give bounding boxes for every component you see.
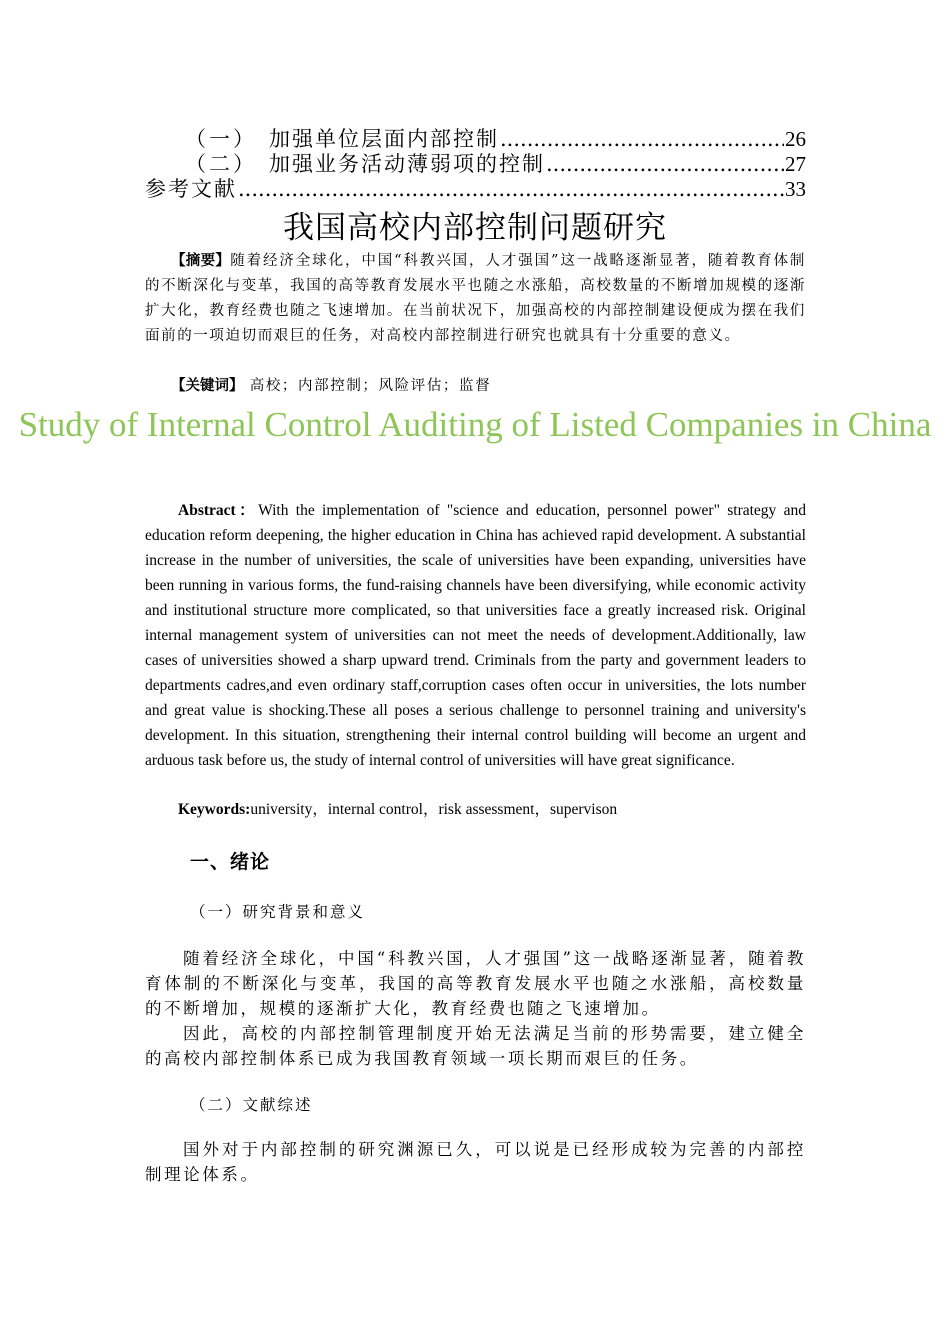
paragraph: 因此，高校的内部控制管理制度开始无法满足当前的形势需要，建立健全的高校内部控制体系已成为我国教育领域一项长期而艰巨的任务。 — [145, 1024, 806, 1068]
keywords-text: university，internal control，risk assessment，supervison — [250, 801, 618, 818]
toc-entry-number: （二） — [185, 152, 257, 176]
toc-leader-dots — [238, 177, 784, 201]
toc-entry-page: 26 — [785, 127, 806, 151]
chinese-abstract — [145, 249, 806, 349]
paragraph: 随着经济全球化，中国“科教兴国，人才强国”这一战略逐渐显著，随着教育体制的不断深化与变革，我国的高等教育发展水平也随之水涨船，高校数量的不断增加，规模的逐渐扩大化，教育经费也随之飞速增加。 — [145, 949, 806, 1018]
abstract-tag: 【摘要】 — [171, 253, 231, 269]
paragraph: 国外对于内部控制的研究渊源已久，可以说是已经形成较为完善的内部控制理论体系。 — [145, 1140, 806, 1184]
chinese-title: 我国高校内部控制问题研究 — [283, 210, 667, 246]
toc-entry-label: 参考文献 — [145, 177, 237, 201]
chinese-keywords — [171, 374, 491, 395]
keywords-tag: Keywords: — [178, 801, 251, 818]
table-of-contents — [145, 123, 806, 201]
keywords-tag: 【关键词】 — [171, 378, 244, 394]
abstract-text: 随着经济全球化，中国“科教兴国，人才强国”这一战略逐渐显著，随着教育体制的不断深化与变革，我国的高等教育发展水平也随之水涨船，高校数量的不断增加规模的逐渐扩大化，教育经费也随之飞速增加。在当前状况下，加强高校的内部控制建设便成为摆在我们面前的一项迫切而艰巨的任务，对高校内部控制进行研究也就具有十分重要的意义。 — [145, 253, 806, 344]
section-heading: 一、绪论 — [190, 851, 271, 873]
toc-entry-label: 加强单位层面内部控制 — [269, 127, 499, 151]
toc-entry[interactable] — [145, 123, 806, 151]
abstract-tag: Abstract： — [178, 502, 259, 519]
keywords-text: 高校；内部控制；风险评估；监督 — [249, 378, 492, 394]
abstract-text: With the implementation of "science and education, personnel power" strategy and education reform deepening, the higher education in China has achieved rapid development. A substantial increase in the number of universities, the scale of universities have been expanding, universities have been running in various forms, the fund-raising channels have been diversifying, while economic activity and institutional structure more complicated, so that universities face a greatly increased risk. Original internal management system of universities can not meet the needs of development.Additionally, law cases of universities showed a sharp upward trend. Criminals from the party and government leaders to departments cadres,and even ordinary staff,corruption cases often occur in universities, the lots number and great value is shocking.These all poses a serious challenge to personnel training and university's development. In this situation, strengthening their internal control building will become an urgent and arduous task before us, the study of internal control of universities will have great significance. — [145, 502, 806, 769]
toc-entry-page: 33 — [785, 177, 806, 201]
toc-entry-label: 加强业务活动薄弱项的控制 — [269, 152, 545, 176]
english-title: Study of Internal Control Auditing of Listed Companies in China — [18, 405, 932, 444]
toc-entry-page: 27 — [785, 152, 806, 176]
english-abstract — [145, 498, 806, 773]
subsection-heading: （二）文献综述 — [190, 1096, 313, 1114]
subsection-heading: （一）研究背景和意义 — [190, 903, 366, 921]
toc-entry[interactable] — [145, 148, 806, 176]
english-keywords — [178, 797, 617, 819]
toc-entry-references[interactable] — [145, 173, 806, 201]
toc-leader-dots — [546, 152, 784, 176]
toc-entry-number: （一） — [185, 127, 257, 151]
